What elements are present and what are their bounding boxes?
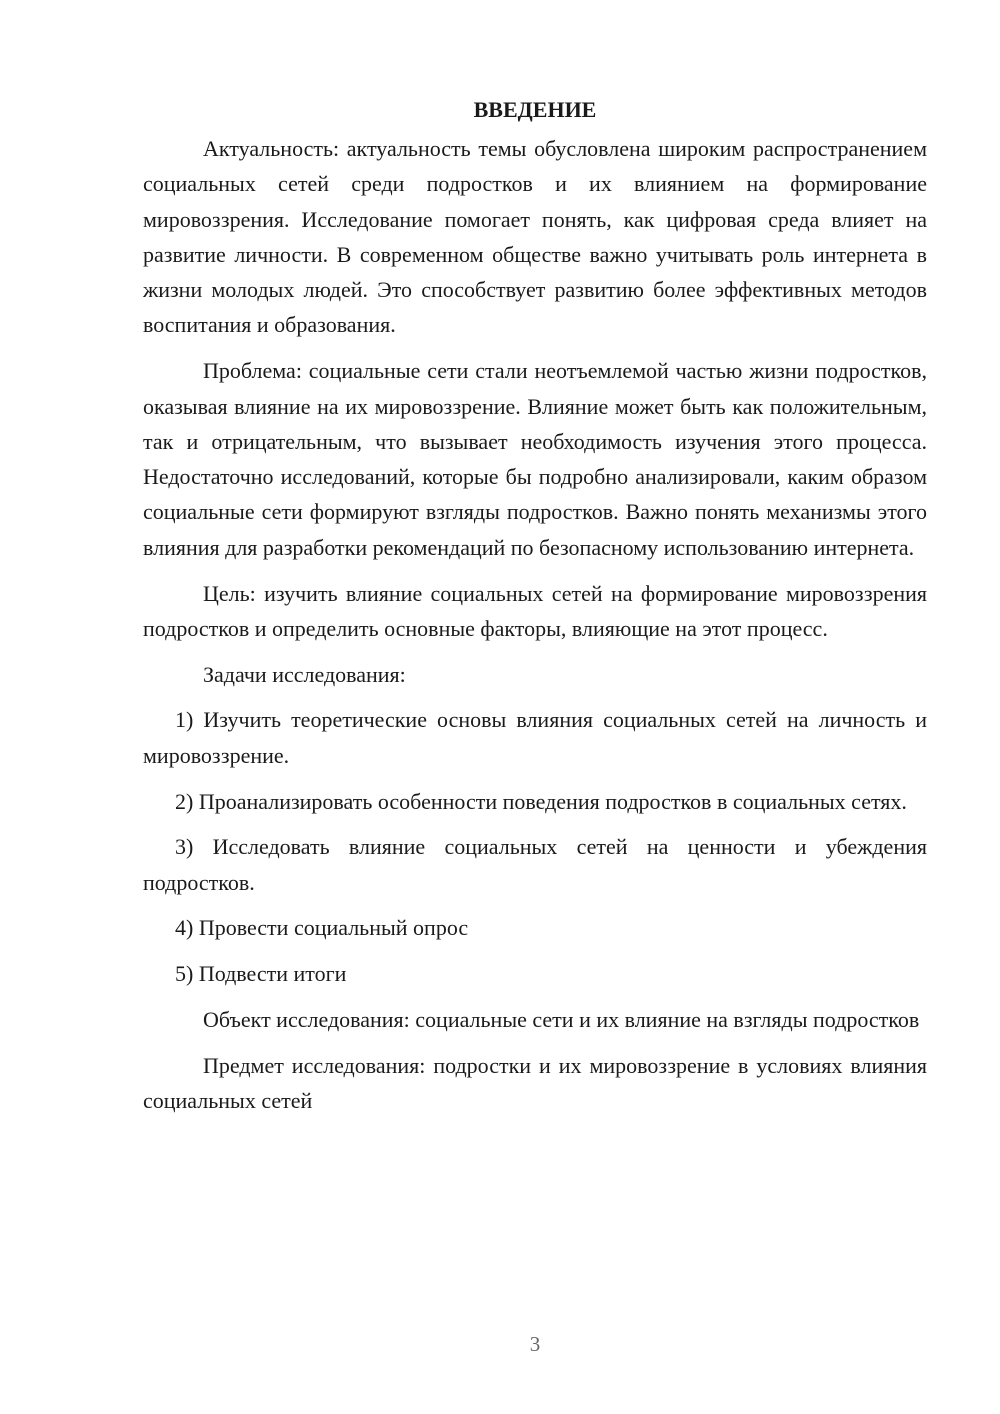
task-item-1: 1) Изучить теоретические основы влияния социальных сетей на личность и мировоззрение.: [143, 707, 927, 768]
page-title: ВВЕДЕНИЕ: [473, 97, 597, 122]
tasks-heading: Задачи исследования:: [203, 661, 406, 687]
paragraph-relevance: Актуальность: актуальность темы обусловлена широким распространением социальных сетей среди подростков и их влиянием на формирование мировоззрения. Исследование помогает понять, как цифровая среда влияет на развитие личности. В современном обществе важно учитывать роль интернета в жизни молодых людей. Это способствует развитию более эффективных методов воспитания и образования.: [143, 136, 927, 338]
paragraph-object: Объект исследования: социальные сети и их влияние на взгляды подростков: [203, 1007, 920, 1033]
task-item-4: 4) Провести социальный опрос: [175, 915, 469, 941]
page-number: 3: [529, 1332, 541, 1356]
paragraph-problem: Проблема: социальные сети стали неотъемлемой частью жизни подростков, оказывая влияние на их мировоззрение. Влияние может быть как положительным, так и отрицательным, что вызывает необходимость изучения этого процесса. Недостаточно исследований, которые бы подробно анализировали, каким образом социальные сети формируют взгляды подростков. Важно понять механизмы этого влияния для разработки рекомендаций по безопасному использованию интернета.: [143, 358, 927, 560]
paragraph-subject: Предмет исследования: подростки и их мировоззрение в условиях влияния социальных сетей: [143, 1052, 927, 1114]
task-item-5: 5) Подвести итоги: [175, 961, 347, 987]
page-content: [143, 92, 927, 1118]
paragraph-goal: Цель: изучить влияние социальных сетей на формирование мировоззрения подростков и определить основные факторы, влияющие на этот процесс.: [143, 580, 927, 641]
task-item-2: 2) Проанализировать особенности поведения подростков в социальных сетях.: [175, 788, 907, 814]
task-item-3: 3) Исследовать влияние социальных сетей на ценности и убеждения подростков.: [143, 834, 927, 895]
